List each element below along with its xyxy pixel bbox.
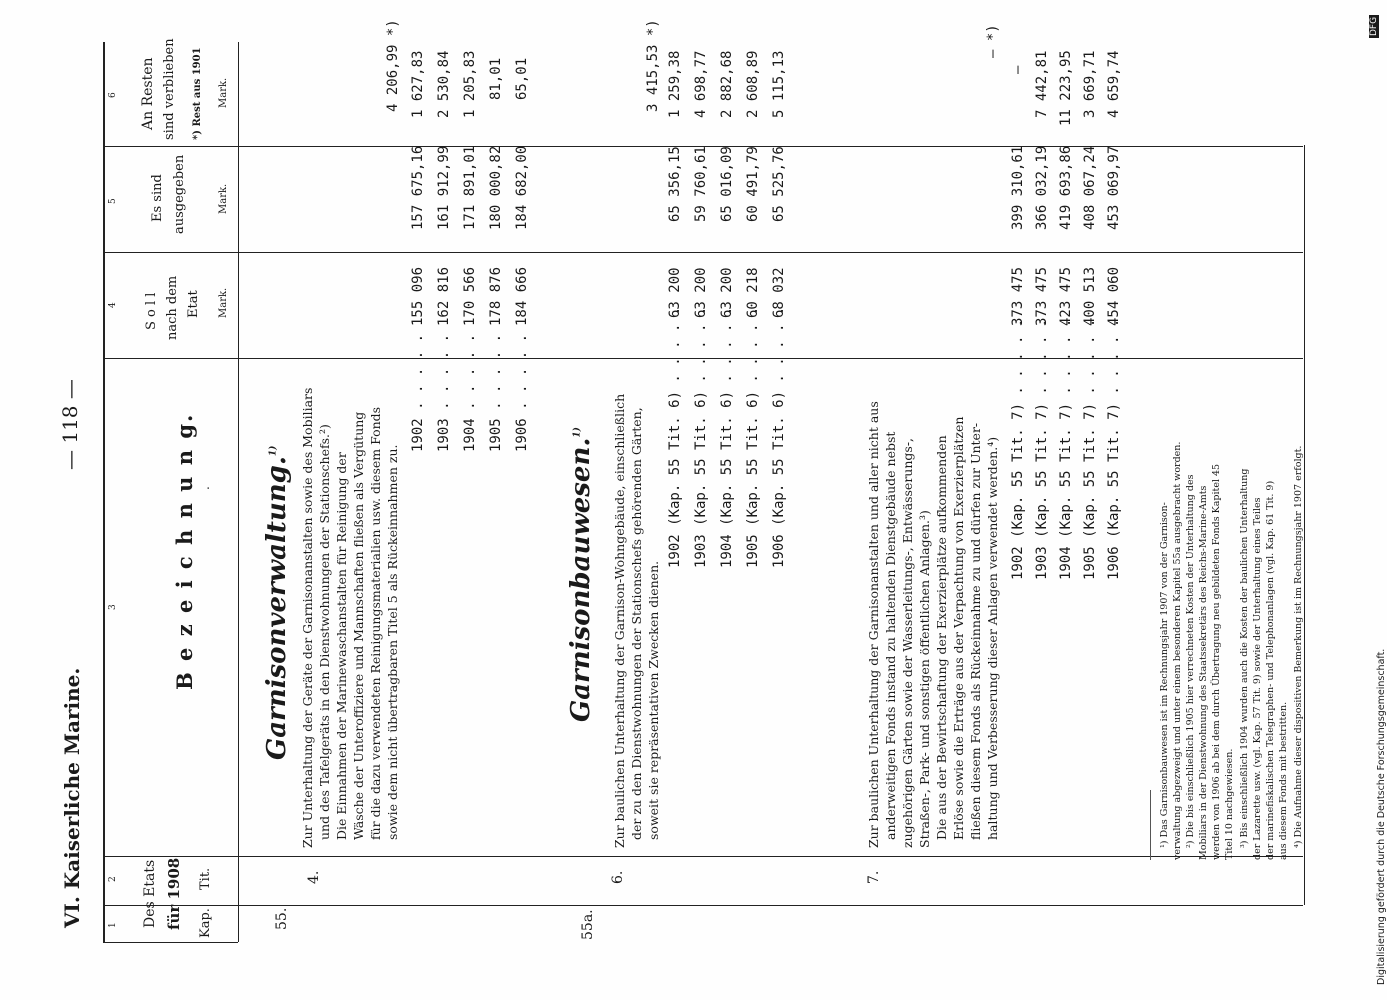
fuer-jahr-label: für 1908 (165, 857, 183, 930)
soll-label-3: Etat (186, 290, 201, 318)
text-line: für die dazu verwendeten Reinigungsmaterialien usw. diesem Fonds (368, 406, 383, 840)
ausgegeben-value: 171 891,01 (462, 145, 478, 230)
rest-1901: 3 415,53 *) (645, 19, 661, 112)
footnote-line: werden von 1906 ab bei dem durch Übertragung neu gebildeten Fonds Kapitel 45 (1211, 463, 1222, 860)
reste-label-1: An Resten (140, 57, 156, 130)
tit-7: 7. (866, 870, 882, 884)
footnote-line: ²) Die bis einschließlich 1905 hier verrechneten Kosten der Unterhaltung des (1185, 474, 1196, 848)
col-number-5: 5 (108, 198, 118, 204)
ausgegeben-value: 65 016,09 (719, 146, 735, 222)
ausgegeben-value: 65 356,15 (667, 146, 683, 222)
ausgegeben-value: 419 693,86 (1058, 145, 1074, 230)
des-etats-label: Des Etats (142, 859, 158, 928)
soll-value: 162 816 (436, 266, 452, 326)
soll-value: 63 200 (693, 267, 709, 318)
year-row: 1906 (Kap. 55 Tit. 7) . . . . . (1106, 318, 1122, 580)
text-line: Die Einnahmen der Marinewaschanstalten für Reinigung der (334, 452, 349, 840)
soll-value: 423 475 (1058, 266, 1074, 326)
text-line: sowie dem nicht übertragbaren Titel 5 als Rückeinnahmen zu. (385, 444, 400, 840)
reste-label-3: *) Rest aus 1901 (192, 47, 203, 140)
reste-label-2: sind verblieben (162, 38, 177, 140)
reste-value: 7 442,81 (1034, 50, 1050, 118)
soll-value: 454 060 (1106, 266, 1122, 326)
ausgegeben-label-4: Mark. (218, 183, 229, 214)
ausgegeben-value: 453 069,97 (1106, 145, 1122, 230)
soll-ausgegeben-rule (103, 252, 1303, 253)
reste-value: 81,01 (488, 57, 504, 100)
section-title: VI. Kaiserliche Marine. (60, 667, 84, 928)
section-heading-garnisonbauwesen: Garnisonbauwesen.$^{1)}$ (566, 427, 596, 722)
text-line: Die aus der Bewirtschaftung der Exerzierplätze aufkommenden (934, 435, 949, 840)
year-row: 1906 (Kap. 55 Tit. 6) . . . . . (771, 306, 787, 568)
text-line: soweit sie repräsentativen Zwecken dienen. (646, 560, 661, 840)
ausgegeben-value: 65 525,76 (771, 146, 787, 222)
digitization-note: Digitalisierung gefördert durch die Deutsche Forschungsgemeinschaft. (1376, 648, 1387, 985)
kap-label: Kap. (198, 908, 213, 938)
text-line: haltung und Verbesserung dieser Anlagen verwendet werden.⁴) (985, 436, 1000, 840)
col-number-6: 6 (108, 92, 118, 98)
reste-value: 5 115,13 (771, 50, 787, 118)
reste-value: 11 223,95 (1058, 50, 1074, 126)
tit-4: 4. (306, 870, 322, 884)
ausgegeben-value: 408 067,24 (1082, 145, 1098, 230)
ausgegeben-value: 157 675,16 (410, 145, 426, 230)
reste-value: 1 259,38 (667, 50, 683, 118)
bezeichnung-label: B e z e i c h n u n g. (172, 412, 197, 690)
soll-value: 373 475 (1034, 266, 1050, 326)
year-row: 1906 . . . . . (514, 333, 530, 452)
year-row: 1903 . . . . . (436, 333, 452, 452)
reste-value: 2 608,89 (745, 50, 761, 118)
year-row: 1905 . . . . . (488, 333, 504, 452)
ausgegeben-value: 184 682,00 (514, 145, 530, 230)
text-line: anderweitigen Fonds instand zu haltenden Dienstgebäude nebst (883, 431, 898, 840)
text-line: Zur baulichen Unterhaltung der Garnison-Wohngebäude, einschließlich (612, 393, 627, 848)
rest-1901: 4 206,99 *) (385, 19, 401, 112)
soll-value: 170 566 (462, 266, 478, 326)
kap-55a: 55a. (580, 909, 596, 940)
year-row: 1904 (Kap. 55 Tit. 6) . . . . . (719, 306, 735, 568)
footnote-rule (1150, 790, 1151, 860)
footnote-line: aus diesem Fonds mit bestritten. (1278, 701, 1289, 860)
reste-label-4: Mark. (218, 77, 229, 108)
soll-value: 63 200 (719, 267, 735, 318)
text-line: Zur baulichen Unterhaltung der Garnisonanstalten und aller nicht aus (866, 401, 881, 848)
year-row: 1904 (Kap. 55 Tit. 7) . . . . . (1058, 318, 1074, 580)
soll-value: 60 218 (745, 267, 761, 318)
text-line: Wäsche der Unteroffiziere und Mannschaften fließen als Vergütung (351, 411, 366, 840)
text-line: Zur Unterhaltung der Geräte der Garnisonanstalten sowie des Mobiliars (300, 387, 315, 848)
reste-value: 4 698,77 (693, 50, 709, 118)
col-number-2: 2 (108, 876, 118, 882)
col-number-3: 3 (108, 604, 118, 610)
year-row: 1905 (Kap. 55 Tit. 7) . . . . . (1082, 318, 1098, 580)
tit-6: 6. (610, 870, 626, 884)
tit-text-rule (103, 856, 1303, 857)
ausgegeben-value: 161 912,99 (436, 145, 452, 230)
text-line: der zu den Dienstwohnungen der Stationschefs gehörenden Gärten, (629, 407, 644, 840)
footnote-line: ³) Bis einschließlich 1904 wurden auch die Kosten der baulichen Unterhaltung (1239, 468, 1250, 848)
col-number-1: 1 (108, 922, 118, 928)
kap-tit-rule (103, 905, 1303, 906)
kap-column-rule (103, 942, 238, 943)
footnote-line: ⁴) Die Aufnahme dieser dispositiven Bemerkung ist im Rechnungsjahr 1907 erfolgt. (1293, 445, 1304, 848)
year-row: 1902 . . . . . (410, 333, 426, 452)
ausgegeben-value: 59 760,61 (693, 146, 709, 222)
ausgegeben-value: 60 491,79 (745, 146, 761, 222)
text-line: Erlöse sowie die Erträge aus der Verpachtung von Exerzierplätzen (951, 416, 966, 840)
reste-value: 1 205,83 (462, 50, 478, 118)
tit-label: Tit. (198, 867, 213, 890)
soll-value: 178 876 (488, 266, 504, 326)
reste-value: 1 627,83 (410, 50, 426, 118)
footnote-line: der Lazarette usw. (vgl. Kap. 57 Tit. 9) sowie der Unterhaltung eines Teiles (1252, 497, 1263, 860)
ausgegeben-value: 366 032,19 (1034, 145, 1050, 230)
year-row: 1903 (Kap. 55 Tit. 6) . . . . . (693, 306, 709, 568)
ausgegeben-value: 180 000,82 (488, 145, 504, 230)
year-row: 1903 (Kap. 55 Tit. 7) . . . . . (1034, 318, 1050, 580)
soll-value: 373 475 (1010, 266, 1026, 326)
reste-value: — (1010, 65, 1026, 74)
section-heading-garnisonverwaltung: Garnisonverwaltung.$^{1)}$ (262, 445, 292, 760)
soll-label-1: S o l l (144, 292, 159, 330)
text-line: Straßen-, Park- und sonstigen öffentlichen Anlagen.³) (917, 510, 932, 848)
reste-value: 65,01 (514, 57, 530, 100)
soll-label-4: Mark. (218, 287, 229, 318)
soll-value: 400 513 (1082, 266, 1098, 326)
col-number-4: 4 (108, 302, 118, 308)
year-row: 1905 (Kap. 55 Tit. 6) . . . . . (745, 306, 761, 568)
reste-value: 2 882,68 (719, 50, 735, 118)
footnote-line: ¹) Das Garnisonbauwesen ist im Rechnungsjahr 1907 von der Garnison- (1159, 502, 1170, 848)
reste-value: 4 659,74 (1106, 50, 1122, 118)
year-row: 1902 (Kap. 55 Tit. 6) . . . . . (667, 306, 683, 568)
ausgegeben-label-1: Es sind (150, 174, 165, 222)
footnote-line: verwaltung abgezweigt und unter einem besonderen Kapitel 55a ausgebracht worden. (1172, 441, 1183, 860)
year-row: 1902 (Kap. 55 Tit. 7) . . . . . (1010, 318, 1026, 580)
footnote-line: Titel 10 nachgewiesen. (1224, 748, 1235, 860)
ausgegeben-label-2: ausgegeben (172, 154, 187, 234)
soll-value: 155 096 (410, 266, 426, 326)
soll-label-2: nach dem (165, 275, 180, 340)
text-line: und des Tafelgeräts in den Dienstwohnungen der Stationschefs.²) (317, 424, 332, 840)
text-line: fließen diesem Fonds als Rückeinnahme zu und dürfen zur Unter- (968, 422, 983, 840)
dfg-badge: DFG (1369, 16, 1379, 36)
page-number: — 118 — (58, 379, 82, 470)
rest-1901: — *) (985, 24, 1001, 58)
table-rule-top (103, 42, 105, 942)
soll-value: 63 200 (667, 267, 683, 318)
table-rule-header (238, 42, 239, 942)
footnote-line: der marinefiskalischen Telegraphen- und Telephonanlagen (vgl. Kap. 61 Tit. 9) (1265, 480, 1276, 860)
kap-55: 55. (274, 907, 290, 930)
soll-value: 68 032 (771, 267, 787, 318)
ausgegeben-value: 399 310,61 (1010, 145, 1026, 230)
text-line: zugehörigen Gärten sowie der Wasserleitungs-, Entwässerungs-, (900, 437, 915, 848)
reste-value: 3 669,71 (1082, 50, 1098, 118)
reste-value: 2 530,84 (436, 50, 452, 118)
dot-mark: . (198, 486, 212, 490)
soll-value: 184 666 (514, 266, 530, 326)
footnote-line: Mobiliars in der Dienstwohnung des Staatssekretärs des Reichs-Marine-Amts (1198, 485, 1209, 860)
year-row: 1904 . . . . . (462, 333, 478, 452)
